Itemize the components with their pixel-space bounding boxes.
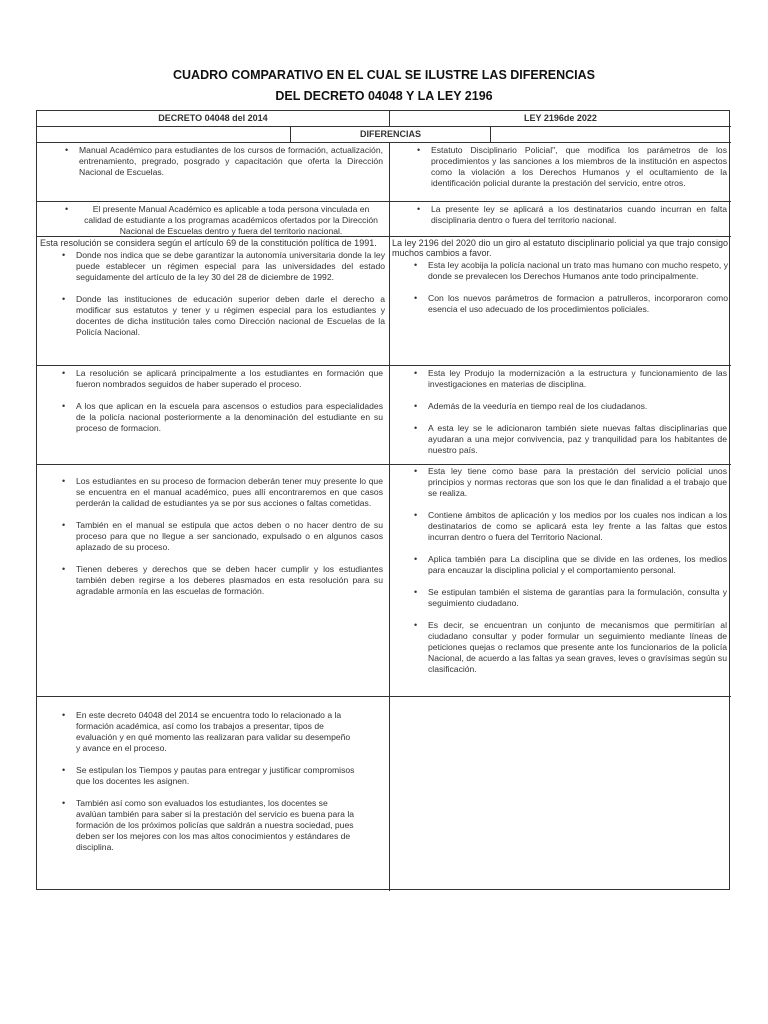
- list-item: • Donde nos indica que se debe garantizar la autonomía universitaria donde la ley puede establecer un régimen especial para las universidades del estado seguidamente del artículo de la ley 30 del 28 de diciembre de 1992.: [76, 250, 385, 283]
- list-item: • Además de la veeduría en tiempo real de los ciudadanos.: [428, 401, 727, 412]
- row3-right: [392, 238, 728, 315]
- list-item: • Esta ley Produjo la modernización a la estructura y funcionamiento de las investigaciones en materias de disciplina.: [428, 368, 727, 390]
- list-item: • También en el manual se estipula que actos deben o no hacer dentro de su proceso para que no llegue a ser sancionado, expulsado o en algunos casos aplazado de su proceso.: [76, 520, 383, 553]
- row4-left: [76, 368, 383, 434]
- row2-left: [79, 204, 383, 237]
- list-item: • Se estipulan los Tiempos y pautas para entregar y justificar compromisos que los docentes les asignen.: [76, 765, 356, 787]
- row5-right: [428, 466, 727, 675]
- differences-subheader: DIFERENCIAS: [359, 129, 421, 139]
- left-column-header: DECRETO 04048 del 2014: [158, 113, 268, 123]
- list-item: • La resolución se aplicará principalmente a los estudiantes en formación que fueron nombrados seguidos de haber superado el proceso.: [76, 368, 383, 390]
- list-item: • Manual Académico para estudiantes de los cursos de formación, actualización, entrenamiento, pregrado, posgrado y capacitación que oferta la Dirección Nacional de Escuelas.: [79, 145, 383, 178]
- list-item: • A los que aplican en la escuela para ascensos o estudios para especialidades de la policía nacional posteriormente a la denominación del estudiante en su proceso de formacion.: [76, 401, 383, 434]
- list-item: • En este decreto 04048 del 2014 se encuentra todo lo relacionado a la formación académica, así como los trabajos a presentar, tipos de evaluación y en qué momento las realizaran para validar su desempeño y avance en el proceso.: [76, 710, 356, 754]
- row3-left: [40, 238, 385, 338]
- list-item: • Esta ley acobija la policía nacional un trato mas humano con mucho respeto, y donde se prevalecen los Derechos Humanos ante todo principalmente.: [428, 260, 728, 282]
- list-item: • Tienen deberes y derechos que se deben hacer cumplir y los estudiantes también deben regirse a los deberes plasmados en esta resolución para su agradable armonía en las escuelas de formación.: [76, 564, 383, 597]
- row5-left: [76, 476, 383, 597]
- row6-right-empty: [390, 697, 731, 890]
- list-item: • Con los nuevos parámetros de formacion a patrulleros, incorporaron como esencia el uso adecuado de los procedimientos policiales.: [428, 293, 728, 315]
- list-item: • También así como son evaluados los estudiantes, los docentes se avalúan también para saber si la prestación del servicio es buena para la formación de los próximos policías que saldrán a nuestra sociedad, pues deben ser los mejores con los mas altos conocimientos y estándares de disciplina.: [76, 798, 356, 853]
- comparison-table: [36, 110, 730, 890]
- title-line-2: DEL DECRETO 04048 Y LA LEY 2196: [275, 89, 493, 103]
- row4-right: [428, 368, 727, 456]
- row1-right: [431, 145, 727, 189]
- list-item: • Donde las instituciones de educación superior deben darle el derecho a modificar sus estatutos y tener y u régimen especial para los estudiantes y docentes de dicha institución tales como Dirección nacional de Escuelas de la Policía Nacional.: [76, 294, 385, 338]
- list-item: • Aplica también para La disciplina que se divide en las ordenes, los medios para encauzar la disciplina policial y el comportamiento personal.: [428, 554, 727, 576]
- row1-left: [79, 145, 383, 178]
- row3-right-intro: La ley 2196 del 2020 dio un giro al estatuto disciplinario policial ya que trajo consigo muchos cambios a favor.: [392, 238, 728, 258]
- row6-left: [76, 710, 356, 853]
- list-item: • El presente Manual Académico es aplicable a toda persona vinculada en calidad de estudiante a los programas académicos ofertados por la Dirección Nacional de Escuelas dentro y fuera del territorio nacional.: [79, 204, 383, 237]
- row2-right: [431, 204, 727, 226]
- right-column-header: LEY 2196de 2022: [524, 113, 597, 123]
- list-item: • Estatuto Disciplinario Policial", que modifica los parámetros de los procedimientos y las sanciones a los miembros de la institución en aspectos como la violación a los Derechos Humanos y el ocultamiento de la identificación policial durante la prestación del servicio, entre otros.: [431, 145, 727, 189]
- list-item: • A esta ley se le adicionaron también siete nuevas faltas disciplinarias que ayudaran a una mejor convivencia, paz y tranquilidad para los habitantes de nuestro país.: [428, 423, 727, 456]
- list-item: • Contiene ámbitos de aplicación y los medios por los cuales nos indican a los destinatarios de como se aplicará esta ley frente a las faltas que estos incurran dentro o fuera del Territorio Nacional.: [428, 510, 727, 543]
- list-item: • Es decir, se encuentran un conjunto de mecanismos que permitirían al ciudadano consultar y poder formular un seguimiento mediante líneas de peticiones quejas o reclamos que presente ante los funcionarios de la policía Nacional, de acuerdo a las faltas ya sean graves, leves o gravísimas según su clasificación.: [428, 620, 727, 675]
- list-item: • Se estipulan también el sistema de garantías para la formulación, consulta y seguimiento ciudadano.: [428, 587, 727, 609]
- row3-left-intro: Esta resolución se considera según el artículo 69 de la constitución política de 1991.: [40, 238, 377, 248]
- list-item: • Esta ley tiene como base para la prestación del servicio policial unos principios y normas rectoras que son los que le dan finalidad a el trabajo que se realiza.: [428, 466, 727, 499]
- title-line-1: CUADRO COMPARATIVO EN EL CUAL SE ILUSTRE LAS DIFERENCIAS: [172, 68, 595, 82]
- list-item: • La presente ley se aplicará a los destinatarios cuando incurran en falta disciplinaria dentro o fuera del territorio nacional.: [431, 204, 727, 226]
- list-item: • Los estudiantes en su proceso de formacion deberán tener muy presente lo que se encuentra en el manual académico, pues allí encontraremos en que casos perderán la calidad de estudiantes ya se por sus acciones o faltas cometidas.: [76, 476, 383, 509]
